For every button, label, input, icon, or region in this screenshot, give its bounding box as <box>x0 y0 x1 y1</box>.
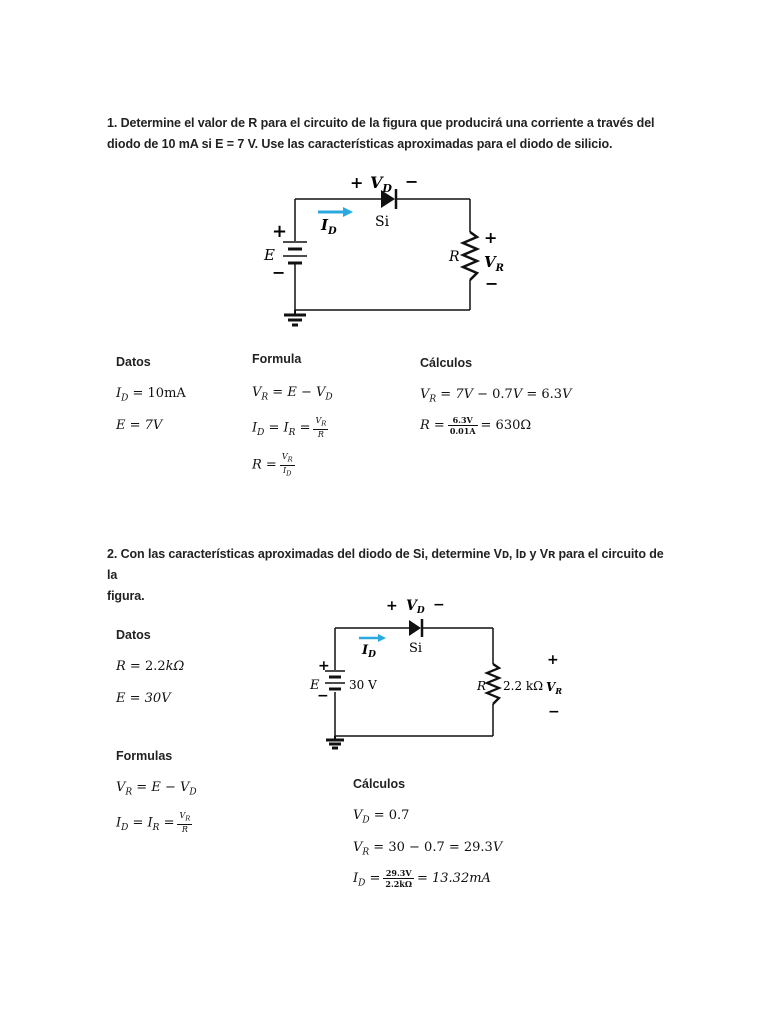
e-minus: − <box>317 688 329 704</box>
problem2-calc-id: $I_D$ = $\frac{29.3V}{2.2k\Omega}$ = 13.32mA <box>353 868 491 889</box>
problem2-calculos-header: Cálculos <box>353 777 406 791</box>
vd-plus: + <box>350 173 364 192</box>
vd-label: $V_D$ <box>406 598 425 616</box>
r-label: R <box>477 679 487 693</box>
e-plus: + <box>272 221 288 242</box>
problem1-datos-header: Datos <box>116 355 151 369</box>
vd-minus: − <box>433 597 445 613</box>
e-value: 30 V <box>349 678 377 692</box>
vr-label: $V_R$ <box>484 253 504 274</box>
problem2-formula-id: $I_D = I_R$ = $\frac{V_R}{R}$ <box>116 811 191 834</box>
si-label: Si <box>375 214 390 230</box>
ground-icon <box>284 310 306 325</box>
problem2-calc-vd: $V_D = 0.7$ <box>353 808 410 826</box>
e-minus: − <box>272 263 286 282</box>
problem1-formula-r: R = $\frac{V_R}{I_D}$ <box>252 452 293 478</box>
problem1-formula-header: Formula <box>252 352 302 366</box>
problem2-calc-id-den: 2.2kΩ <box>385 879 412 889</box>
problem1-calc-r-num: 6.3V <box>448 415 478 426</box>
vr-plus: + <box>484 228 498 247</box>
problem1-calc-r: R = $\frac{6.3V}{0.01A}$ = 630Ω <box>420 415 532 436</box>
r-value: 2.2 kΩ <box>503 679 544 693</box>
problem2-circuit <box>305 594 575 754</box>
problem1-calculos-header: Cálculos <box>420 356 473 370</box>
problem2-formula-vr: $V_R = E - V_D$ <box>116 780 197 798</box>
vr-minus: − <box>548 704 560 720</box>
problem1-calc-r-den: 0.01A <box>449 426 476 436</box>
problem2-calc-vr: $V_R = 30 - 0.7 = 29.3V$ <box>353 840 503 858</box>
problem1-line1: 1. Determine el valor de R para el circuito de la figura que producirá una corriente a través del <box>107 116 655 130</box>
vd-label: $V_D$ <box>370 173 392 195</box>
problem2-line2: figura. <box>107 589 145 603</box>
problem1-statement <box>107 113 667 155</box>
problem1-calc-r-result: = 630Ω <box>480 418 532 433</box>
problem2-calc-id-num: 29.3V <box>383 868 414 879</box>
problem1-formula-vr: $V_R = E - V_D$ <box>252 385 333 403</box>
r-label: R <box>449 249 460 265</box>
problem2-datos-header: Datos <box>116 628 151 642</box>
vr-label: $V_R$ <box>546 680 562 696</box>
problem2-dato-e: E = 30V <box>116 691 171 706</box>
problem1-calc-vr: $V_R = 7V - 0.7V = 6.3V$ <box>420 387 572 405</box>
problem1-circuit <box>255 168 515 333</box>
e-label: E <box>310 678 320 693</box>
problem2-line1: 2. Con las características aproximadas del diodo de Si, determine Vᴅ, Iᴅ y Vʀ para el circuito de la <box>107 547 664 582</box>
battery-symbol <box>283 242 307 263</box>
vd-plus: + <box>386 598 398 614</box>
vr-minus: − <box>485 274 499 293</box>
vd-minus: − <box>405 172 419 191</box>
problem1-dato-e: E = 7V <box>116 418 163 433</box>
problem1-line2: diodo de 10 mA si E = 7 V. Use las características aproximadas para el diodo de silicio. <box>107 137 613 151</box>
id-label: $I_D$ <box>362 643 376 660</box>
problem2-calc-id-result: = 13.32mA <box>416 871 491 886</box>
e-plus: + <box>318 658 330 674</box>
si-label: Si <box>409 641 423 656</box>
problem2-dato-r: R = 2.2kΩ <box>116 659 185 674</box>
resistor-symbol <box>487 664 499 704</box>
resistor-symbol <box>463 232 477 280</box>
problem1-dato-id: $I_D = 10mA$ <box>116 386 186 404</box>
problem2-formulas-header: Formulas <box>116 749 173 763</box>
vr-plus: + <box>547 652 559 668</box>
diode-symbol <box>409 619 422 637</box>
e-label: E <box>264 246 275 264</box>
problem1-formula-id: $I_D = I_R$ = $\frac{V_R}{R}$ <box>252 416 327 439</box>
id-label: $I_D$ <box>321 216 337 237</box>
current-arrow-icon <box>359 634 386 642</box>
ground-icon <box>326 736 344 748</box>
